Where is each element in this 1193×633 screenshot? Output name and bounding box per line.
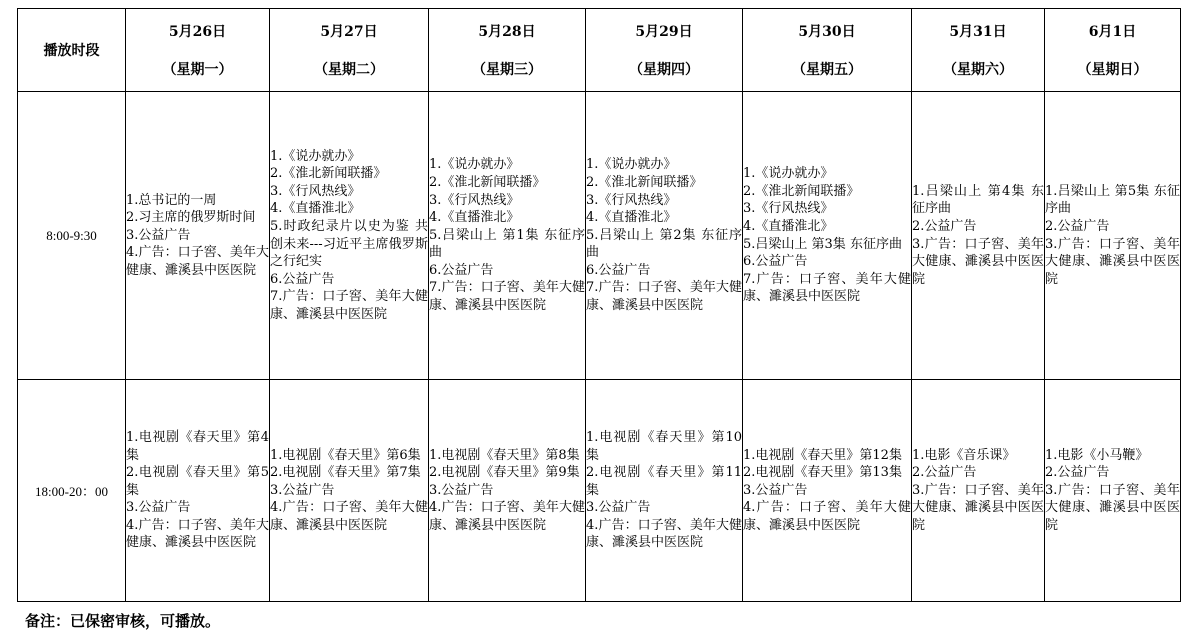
day-weekday: （星期一）	[162, 62, 233, 78]
program-cell	[743, 92, 912, 380]
day-header	[586, 9, 743, 92]
program-item: 2.电视剧《春天里》第5集	[126, 465, 269, 498]
program-item: 4.《直播淮北》	[270, 201, 361, 217]
schedule-table	[17, 8, 1181, 602]
day-weekday: （星期六）	[943, 62, 1013, 78]
program-item: 2.电视剧《春天里》第13集	[743, 465, 902, 481]
program-item: 1.电影《小马鞭》	[1045, 447, 1149, 463]
program-item: 1.《说办就办》	[429, 157, 520, 173]
program-item: 1.《说办就办》	[270, 148, 361, 164]
program-cell	[743, 380, 912, 602]
program-item: 4.广告：口子窖、美年大健康、濉溪县中医医院	[743, 500, 911, 533]
day-header	[270, 9, 429, 92]
program-cell	[1045, 380, 1181, 602]
program-item: 3.广告：口子窖、美年大健康、濉溪县中医医院	[912, 482, 1044, 533]
header-row	[18, 9, 1181, 92]
day-date: 5月31日	[949, 24, 1007, 40]
program-item: 3.《行风热线》	[270, 183, 361, 199]
program-item: 2.《淮北新闻联播》	[586, 174, 703, 190]
time-header: 播放时段	[18, 9, 126, 92]
program-item: 3.广告：口子窖、美年大健康、濉溪县中医医院	[1045, 236, 1180, 287]
program-item: 4.《直播淮北》	[586, 210, 677, 226]
program-cell	[586, 380, 743, 602]
program-item: 2.公益广告	[1045, 465, 1110, 481]
program-item: 3.《行风热线》	[586, 192, 677, 208]
program-item: 2.《淮北新闻联播》	[429, 174, 546, 190]
program-cell	[126, 380, 270, 602]
program-item: 6.公益广告	[743, 254, 808, 270]
table-row	[18, 380, 1181, 602]
program-item: 1.吕梁山上 第5集 东征序曲	[1045, 183, 1180, 217]
footer-note: 备注：已保密审核，可播放。	[25, 612, 221, 630]
program-cell	[270, 380, 429, 602]
program-item: 3.《行风热线》	[429, 192, 520, 208]
program-item: 2.电视剧《春天里》第7集	[270, 465, 421, 481]
day-date: 5月26日	[168, 24, 227, 40]
program-item: 7.广告：口子窖、美年大健康、濉溪县中医医院	[586, 280, 742, 314]
program-item: 3.公益广告	[270, 482, 335, 498]
program-item: 4.广告：口子窖、美年大健康、濉溪县中医医院	[126, 517, 269, 551]
program-item: 5.吕梁山上 第1集 东征序曲	[429, 227, 585, 261]
program-item: 2.公益广告	[912, 218, 977, 234]
day-header	[912, 9, 1045, 92]
program-item: 4.《直播淮北》	[429, 210, 520, 226]
day-weekday: （星期二）	[314, 62, 384, 78]
program-item: 1.电视剧《春天里》第10集	[586, 429, 742, 463]
time-slot-cell: 18:00-20：00	[18, 380, 126, 602]
program-cell	[1045, 92, 1181, 380]
day-header	[429, 9, 586, 92]
day-weekday: （星期日）	[1077, 62, 1148, 78]
program-item: 4.《直播淮北》	[743, 218, 834, 234]
program-cell	[429, 92, 586, 380]
program-item: 3.公益广告	[743, 482, 808, 498]
table-row	[18, 92, 1181, 380]
time-slot-cell: 8:00-9:30	[18, 92, 126, 380]
program-item: 4.广告：口子窖、美年大健康、濉溪县中医医院	[270, 500, 428, 533]
program-item: 3.广告：口子窖、美年大健康、濉溪县中医医院	[912, 236, 1044, 287]
program-item: 3.广告：口子窖、美年大健康、濉溪县中医医院	[1045, 482, 1180, 533]
day-date: 6月1日	[1088, 24, 1137, 40]
program-item: 1.电影《音乐课》	[912, 447, 1016, 463]
program-item: 5.吕梁山上 第2集 东征序曲	[586, 227, 742, 261]
program-cell	[912, 380, 1045, 602]
program-item: 2.公益广告	[912, 465, 977, 481]
program-cell	[126, 92, 270, 380]
program-item: 3.公益广告	[586, 500, 651, 516]
program-cell	[429, 380, 586, 602]
program-item: 2.《淮北新闻联播》	[743, 183, 860, 199]
program-item: 7.广告：口子窖、美年大健康、濉溪县中医医院	[270, 289, 428, 322]
program-item: 2.习主席的俄罗斯时间	[126, 210, 256, 226]
day-header	[1045, 9, 1181, 92]
program-item: 4.广告：口子窖、美年大健康、濉溪县中医医院	[429, 500, 585, 533]
program-item: 5.时政纪录片以史为鉴 共创未来---习近平主席俄罗斯之行纪实	[270, 218, 428, 270]
program-item: 6.公益广告	[429, 262, 494, 278]
day-header	[126, 9, 270, 92]
day-weekday: （星期四）	[629, 62, 699, 78]
program-item: 1.《说办就办》	[586, 157, 677, 173]
program-item: 2.电视剧《春天里》第9集	[429, 465, 580, 481]
program-item: 2.《淮北新闻联播》	[270, 166, 387, 182]
day-weekday: （星期五）	[792, 62, 862, 78]
program-item: 5.吕梁山上 第3集 东征序曲	[743, 236, 902, 252]
program-item: 6.公益广告	[586, 262, 651, 278]
program-item: 1.吕梁山上 第4集 东征序曲	[912, 183, 1044, 217]
program-item: 3.公益广告	[126, 227, 191, 243]
day-date: 5月29日	[635, 24, 693, 40]
day-date: 5月30日	[798, 24, 856, 40]
program-item: 1.电视剧《春天里》第4集	[126, 429, 269, 463]
program-item: 1.总书记的一周	[126, 192, 217, 208]
program-item: 2.公益广告	[1045, 218, 1110, 234]
program-item: 7.广告：口子窖、美年大健康、濉溪县中医医院	[429, 280, 585, 314]
program-item: 4.广告：口子窖、美年大健康、濉溪县中医医院	[586, 517, 742, 551]
program-item: 1.电视剧《春天里》第8集	[429, 447, 580, 463]
program-item: 2.电视剧《春天里》第11集	[586, 465, 742, 498]
program-item: 3.《行风热线》	[743, 201, 834, 217]
program-item: 3.公益广告	[429, 482, 494, 498]
program-item: 1.电视剧《春天里》第6集	[270, 447, 421, 463]
day-header	[743, 9, 912, 92]
program-cell	[270, 92, 429, 380]
program-cell	[912, 92, 1045, 380]
program-cell	[586, 92, 743, 380]
day-date: 5月28日	[478, 24, 536, 40]
day-date: 5月27日	[320, 24, 378, 40]
day-weekday: （星期三）	[472, 62, 542, 78]
program-item: 7.广告：口子窖、美年大健康、濉溪县中医医院	[743, 271, 911, 305]
program-item: 4.广告：口子窖、美年大健康、濉溪县中医医院	[126, 245, 269, 278]
program-item: 1.《说办就办》	[743, 166, 834, 182]
program-item: 1.电视剧《春天里》第12集	[743, 447, 902, 463]
program-item: 6.公益广告	[270, 271, 335, 287]
program-item: 3.公益广告	[126, 500, 191, 516]
